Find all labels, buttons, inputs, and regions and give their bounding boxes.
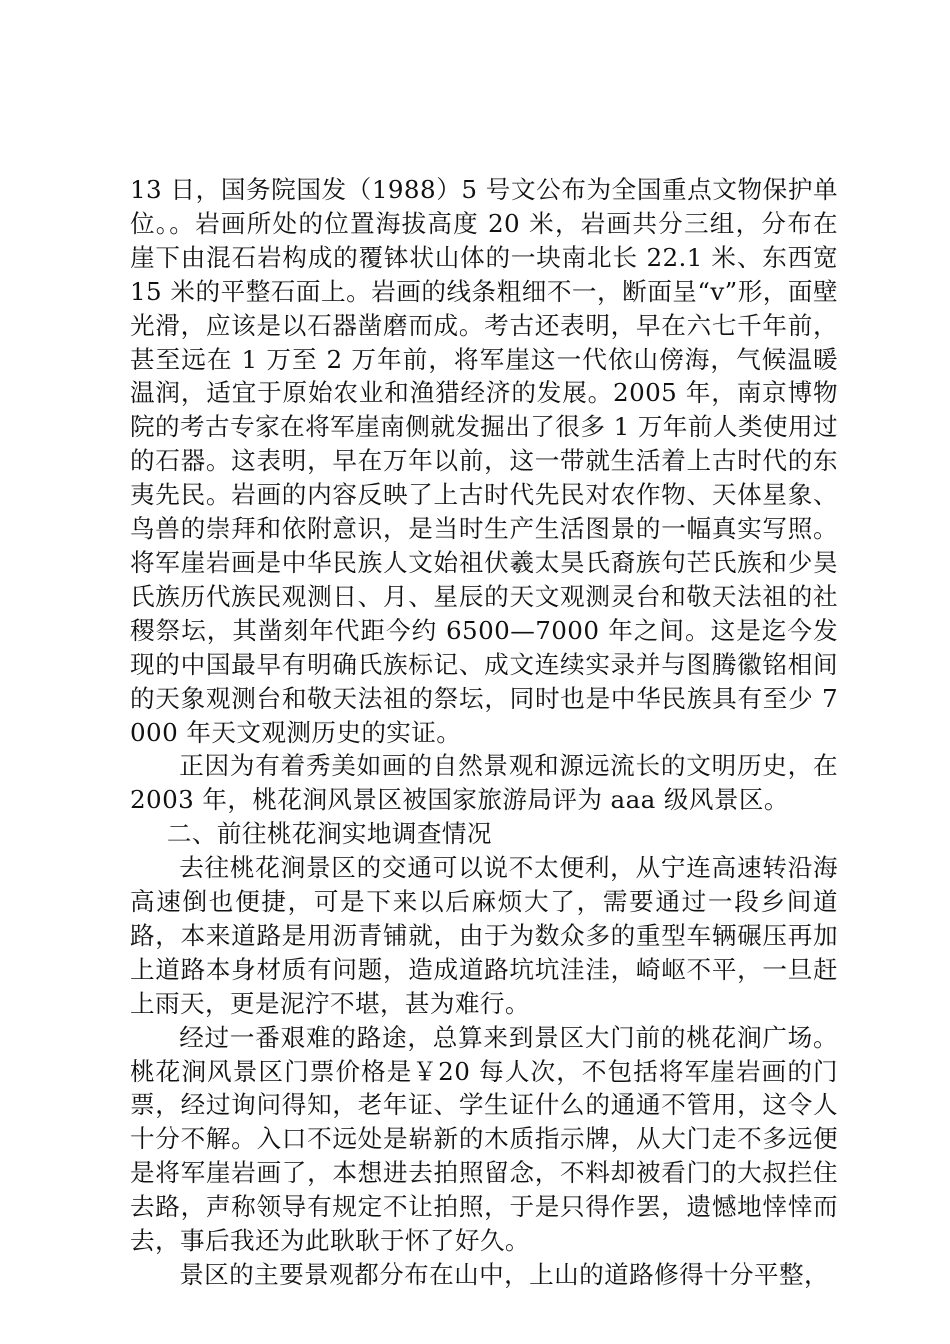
paragraph-mountain-scenery: 景区的主要景观都分布在山中，上山的道路修得十分平整，: [179, 1260, 830, 1289]
paragraph-rock-art-history: 13 日，国务院国发（1988）5 号文公布为全国重点文物保护单位。。岩画所处的位置海拔高度 20 米，岩画共分三组，分布在崖下由混石岩构成的覆钵状山体的一块南北长 22.1 米、东西宽 15 米的平整石面上。岩画的线条粗细不一，断面呈“v”形，面壁光滑，应该是以石器凿磨而成。考古还表明，早在六七千年前，甚至远在 1 万至 2 万年前，将军崖这一代依山傍海，气候温暖温润，适宜于原始农业和渔猎经济的发展。2005 年，南京博物院的考古专家在将军崖南侧就发掘出了很多 1 万年前人类使用过的石器。这表明，早在万年以前，这一带就生活着上古时代的东夷先民。岩画的内容反映了上古时代先民对农作物、天体星象、鸟兽的崇拜和依附意识，是当时生产生活图景的一幅真实写照。将军崖岩画是中华民族人文始祖伏羲太昊氏裔族句芒氏族和少昊氏族历代族民观测日、月、星辰的天文观测灵台和敬天法祖的社稷祭坛，其凿刻年代距今约 6500—7000 年之间。这是迄今发现的中国最早有明确氏族标记、成文连续实录并与图腾徽铭相间的天象观测台和敬天法祖的祭坛，同时也是中华民族具有至少 7000 年天文观测历史的实证。: [130, 175, 838, 747]
paragraph-scenic-rating: 正因为有着秀美如画的自然景观和源远流长的文明历史，在 2003 年，桃花涧风景区被国家旅游局评为 aaa 级风景区。: [130, 751, 838, 815]
paragraph-ticket-visit: 经过一番艰难的路途，总算来到景区大门前的桃花涧广场。桃花涧风景区门票价格是￥20 每人次，不包括将军崖岩画的门票，经过询问得知，老年证、学生证什么的通通不管用，这令人十分不解。入口不远处是崭新的木质指示牌，从大门走不多远便是将军崖岩画了，本想进去拍照留念，不料却被看门的大叔拦住去路，声称领导有规定不让拍照，于是只得作罢，遗憾地悻悻而去，事后我还为此耿耿于怀了好久。: [130, 1022, 838, 1256]
section-heading-field-survey: 二、前往桃花涧实地调查情况: [166, 819, 492, 849]
document-body: [130, 173, 838, 1292]
paragraph-transportation: 去往桃花涧景区的交通可以说不太便利，从宁连高速转沿海高速倒也便捷，可是下来以后麻烦大了，需要通过一段乡间道路，本来道路是用沥青铺就，由于为数众多的重型车辆碾压再加上道路本身材质有问题，造成道路坑坑洼洼，崎岖不平，一旦赶上雨天，更是泥泞不堪，甚为难行。: [130, 853, 838, 1018]
